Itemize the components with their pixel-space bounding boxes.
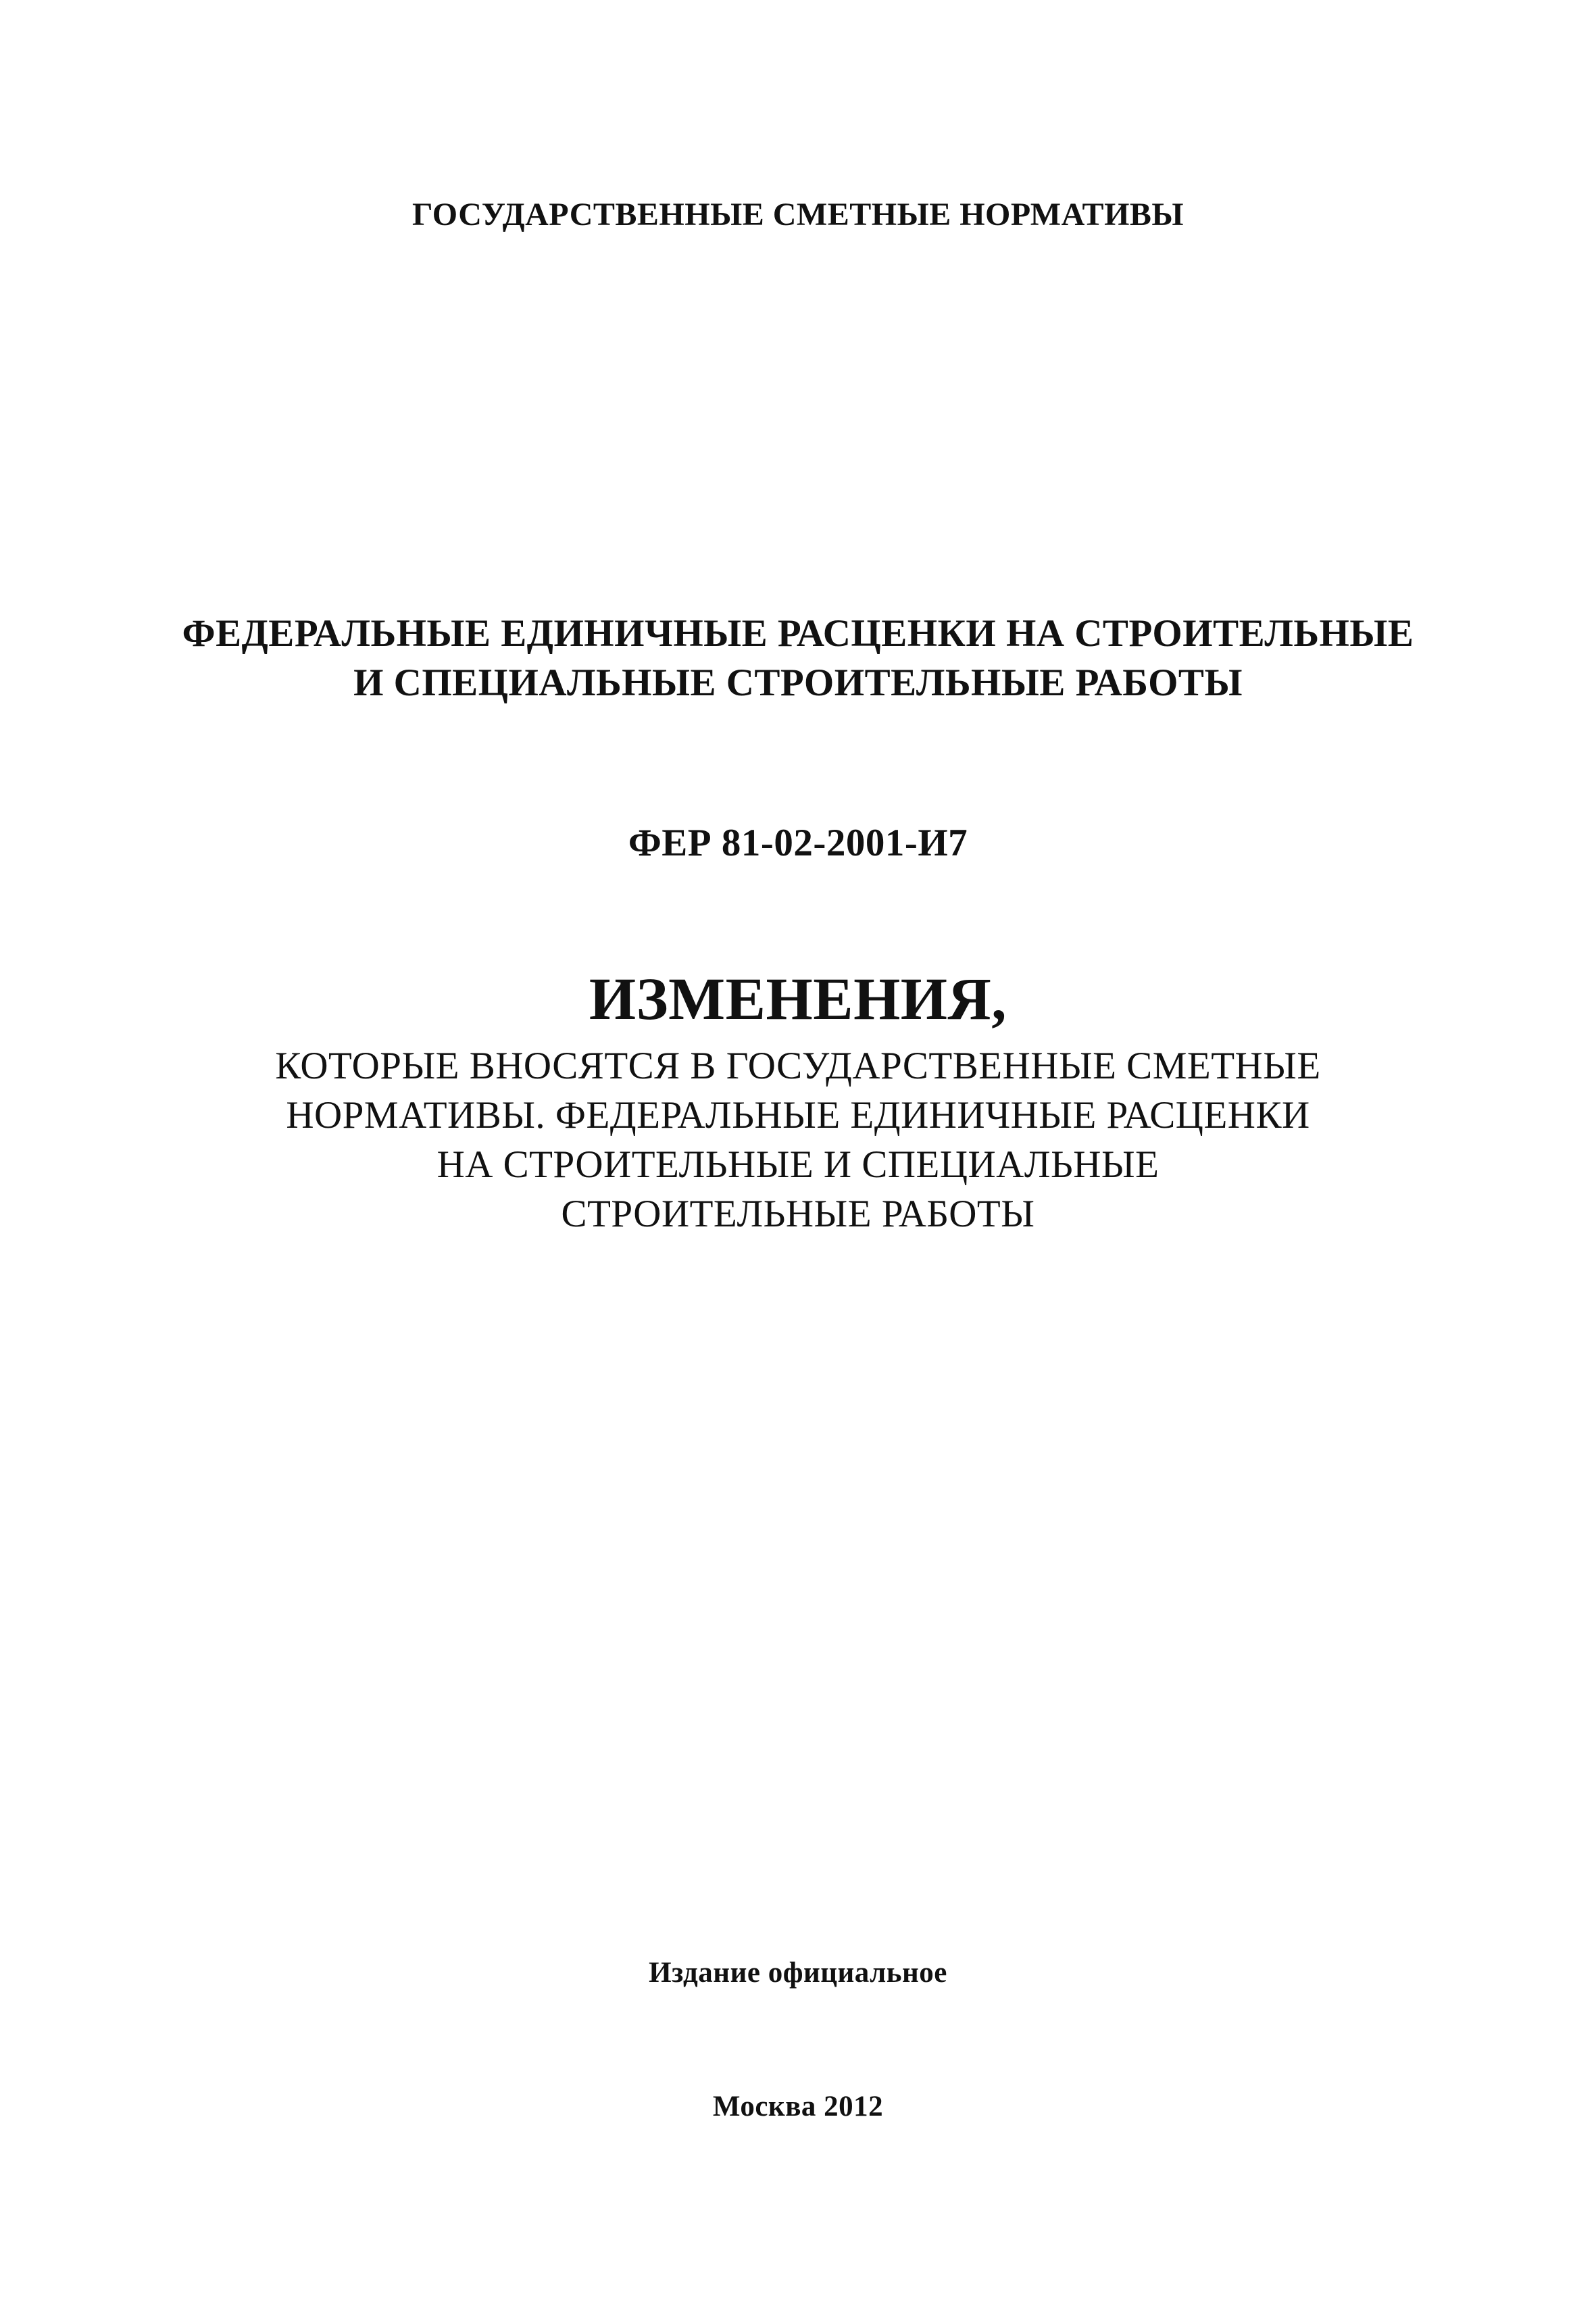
document-title-line: ФЕДЕРАЛЬНЫЕ ЕДИНИЧНЫЕ РАСЦЕНКИ НА СТРОИТЕЛЬНЫЕ — [182, 612, 1414, 655]
document-title-line: И СПЕЦИАЛЬНЫЕ СТРОИТЕЛЬНЫЕ РАБОТЫ — [353, 662, 1243, 704]
document-header: ГОСУДАРСТВЕННЫЕ СМЕТНЫЕ НОРМАТИВЫ — [412, 197, 1184, 232]
description-line: СТРОИТЕЛЬНЫЕ РАБОТЫ — [561, 1193, 1035, 1235]
description-line: КОТОРЫЕ ВНОСЯТСЯ В ГОСУДАРСТВЕННЫЕ СМЕТНЫЕ — [275, 1045, 1321, 1087]
description-line: НОРМАТИВЫ. ФЕДЕРАЛЬНЫЕ ЕДИНИЧНЫЕ РАСЦЕНКИ — [286, 1094, 1310, 1137]
edition-label: Издание официальное — [649, 1957, 947, 1989]
document-code: ФЕР 81-02-2001-И7 — [628, 822, 968, 864]
changes-heading: ИЗМЕНЕНИЯ, — [589, 966, 1007, 1032]
description-line: НА СТРОИТЕЛЬНЫЕ И СПЕЦИАЛЬНЫЕ — [437, 1143, 1159, 1186]
city-year: Москва 2012 — [712, 2091, 884, 2122]
